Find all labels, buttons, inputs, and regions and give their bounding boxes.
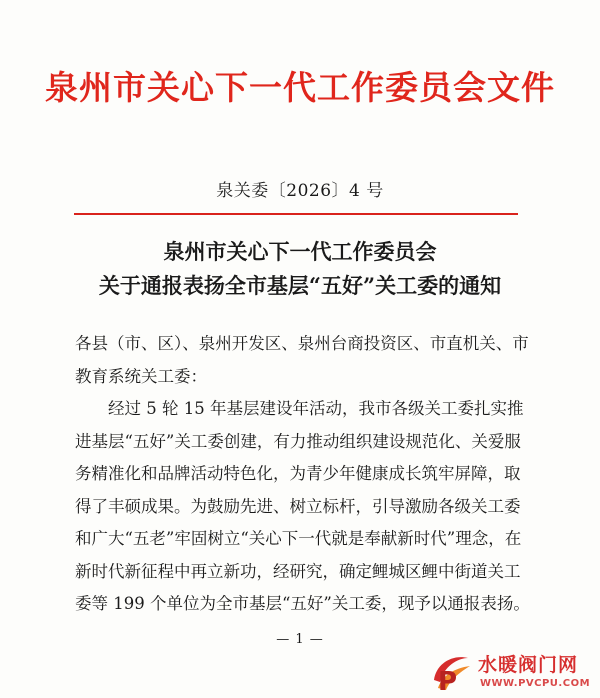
red-divider (74, 213, 518, 215)
salutation: 各县（市、区）、泉州开发区、泉州台商投资区、市直机关、市教育系统关工委： (75, 334, 529, 386)
pv-logo-icon (428, 650, 474, 694)
page-number: — 1 — (276, 632, 324, 647)
watermark-title: 水暖阀门网 (478, 654, 579, 676)
document-header: 泉州市关心下一代工作委员会文件 (45, 68, 555, 107)
notice-title-line-2: 关于通报表扬全市基层“五好”关工委的通知 (98, 273, 502, 298)
notice-title-line-1: 泉州市关心下一代工作委员会 (163, 239, 437, 264)
watermark-url: WWW.PVCPU.COM (480, 678, 591, 689)
document-number: 泉关委〔2026〕4 号 (216, 181, 384, 201)
body-paragraph: 经过 5 轮 15 年基层建设年活动，我市各级关工委扎实推进基层“五好”关工委创建，有力推动组织建设规范化、关爱服务精准化和品牌活动特色化，为青少年健康成长筑牢屏障，取得了丰硕成果。为鼓励先进、树立标杆，引导激励各级关工委和广大“五老”牢固树立“关心下一代就是奉献新时代”理念，在新时代新征程中再立新功，经研究，确定鲤城区鲤中街道关工委等 199 个单位为全市基层“五好”关工委，现予以通报表扬。 (75, 399, 530, 613)
site-watermark (428, 648, 598, 696)
svg-text:P: P (438, 667, 458, 694)
